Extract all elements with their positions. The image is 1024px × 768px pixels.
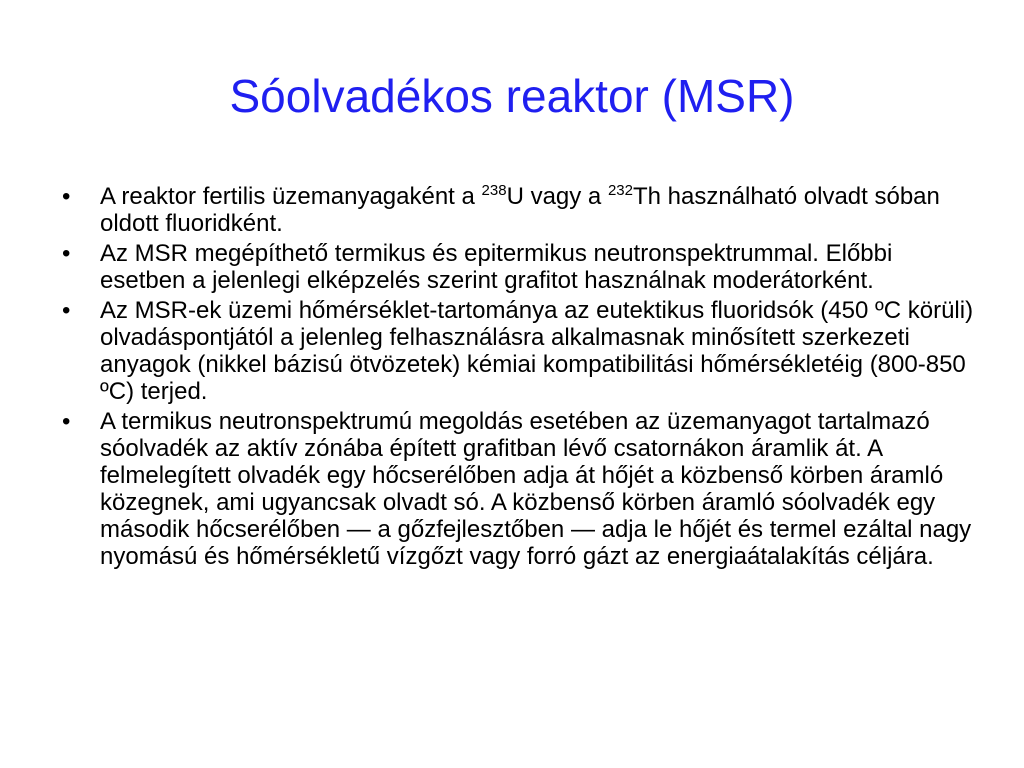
slide-title: Sóolvadékos reaktor (MSR)	[229, 70, 795, 122]
bullet-text-run: U vagy a	[506, 183, 608, 210]
bullet-text-run: A termikus neutronspektrumú megoldás esetében az üzemanyagot tartalmazó sóolvadék az aktív zónába épített grafitban lévő csatornákon áramlik át. A felmelegített olvadék egy hőcserélőben adja át hőjét a közbenső körben áramló közegnek, ami ugyancsak olvadt só. A közbenső körben áramló sóolvadék egy második hőcserélőben — a gőzfejlesztőben — adja le hőjét és termel ezáltal nagy nyomású és hőmérsékletű vízgőzt vagy forró gázt az energiaátalakítás céljára.	[100, 408, 972, 570]
bullet-text-run: A reaktor fertilis üzemanyagaként a	[100, 183, 482, 210]
bullet-marker: •	[62, 408, 71, 435]
bullet-text-run: Az MSR megépíthető termikus és epitermikus neutronspektrummal. Előbbi esetben a jelenlegi elképzelés szerint grafitot használnak moderátorként.	[100, 240, 893, 294]
bullet-marker: •	[62, 183, 71, 210]
isotope-superscript: 238	[481, 182, 507, 199]
bullet-item	[62, 240, 982, 294]
isotope-superscript: 232	[607, 182, 633, 199]
bullet-text-run: Az MSR-ek üzemi hőmérséklet-tartománya az eutektikus fluoridsók (450 ºC körüli) olvadáspontjától a jelenleg felhasználásra alkalmasnak minősített szerkezeti anyagok (nikkel bázisú ötvözetek) kémiai kompatibilitási hőmérsékletéig (800-850 ºC) terjed.	[100, 297, 974, 405]
bullet-item	[62, 297, 982, 405]
bullet-text-run: Th használható olvadt sóban oldott fluoridként.	[100, 183, 940, 237]
bullet-item	[62, 408, 982, 570]
bullet-item	[62, 183, 982, 237]
bullet-marker: •	[62, 297, 71, 324]
bullet-text	[100, 183, 940, 237]
bullet-text	[100, 240, 892, 294]
bullet-text	[100, 408, 971, 570]
bullet-text	[100, 297, 973, 405]
bullet-list	[62, 183, 982, 573]
bullet-marker: •	[62, 240, 71, 267]
